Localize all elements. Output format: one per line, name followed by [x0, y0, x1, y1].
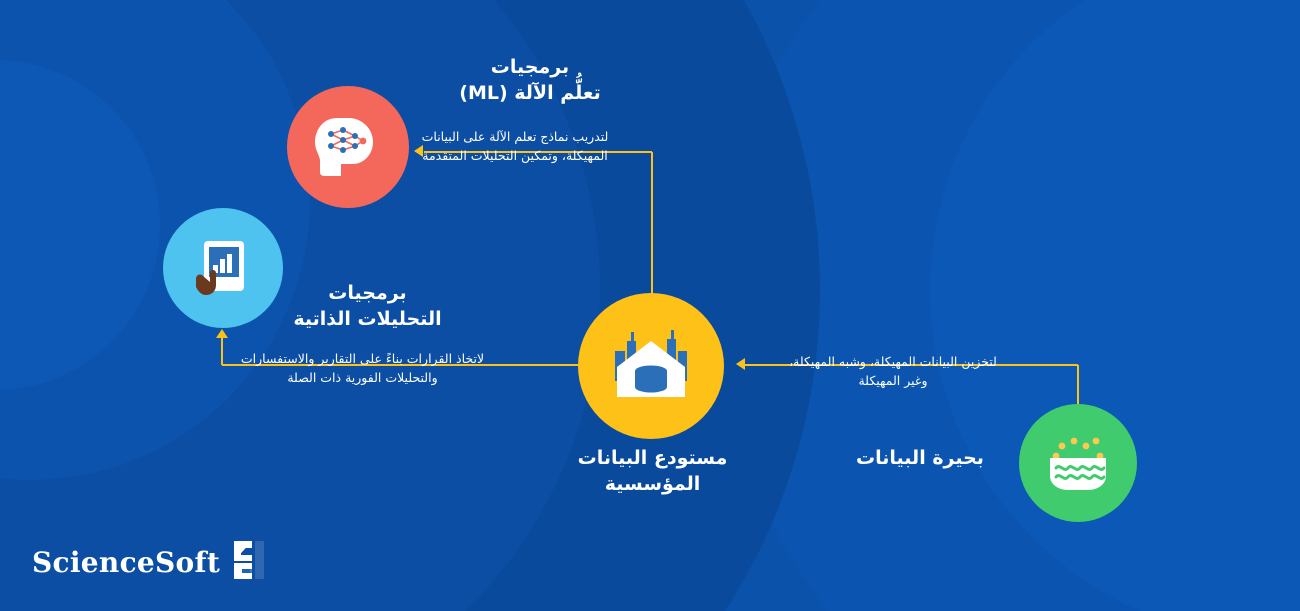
- label-data-lake: [800, 446, 1040, 472]
- description-machine-learning-software: لتدريب نماذج تعلم الآلة على البيانات المهيكلة، وتمكين التحليلات المتقدمة: [421, 129, 609, 163]
- label-ml-line2: تعلُّم الآلة (ML): [459, 81, 601, 104]
- label-enterprise-data-warehouse: [525, 446, 780, 497]
- node-enterprise-data-warehouse[interactable]: [578, 293, 724, 439]
- data-lake-waves-icon: [1042, 432, 1114, 494]
- connector-lake-vertical: [1077, 365, 1079, 407]
- connector-ssa-vertical: [221, 338, 223, 365]
- label-ssa-line2: التحليلات الذاتية: [293, 307, 442, 330]
- label-edw-line1: مستودع البيانات: [577, 447, 728, 469]
- description-self-service-analytics-software: لاتخاذ القرارات بناءً على التقارير والاستفسارات والتحليلات الفورية ذات الصلة: [240, 351, 485, 385]
- footer-logo: [32, 539, 268, 585]
- description-data-lake: لتخزين البيانات المهيكلة، وشبه المهيكلة، وغير المهيكلة: [789, 354, 997, 388]
- hand-tablet-chart-icon: [188, 233, 258, 303]
- connector-ssa-arrowhead: [216, 329, 228, 338]
- footer-logo-text: ScienceSoft: [32, 545, 221, 579]
- label-machine-learning-software: [400, 55, 660, 106]
- label-edw-line2: المؤسسية: [604, 472, 701, 495]
- node-machine-learning-software[interactable]: [287, 86, 409, 208]
- label-ssa-line1: برمجيات: [328, 282, 407, 304]
- connector-ml-vertical: [651, 152, 653, 294]
- sciencesoft-logo-icon: [230, 539, 268, 585]
- data-warehouse-building-icon: [605, 323, 697, 409]
- label-ml-line1: برمجيات: [490, 56, 570, 78]
- label-self-service-analytics-software: [250, 281, 485, 332]
- label-lake-line1: بحيرة البيانات: [856, 447, 984, 469]
- connector-lake-arrowhead: [736, 358, 745, 370]
- head-neural-network-icon: [311, 114, 385, 180]
